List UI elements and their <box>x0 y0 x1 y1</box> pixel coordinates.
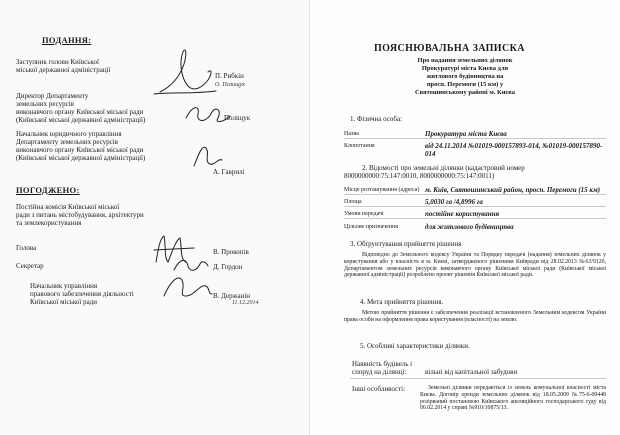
section-1-heading: 1. Фізична особа: <box>350 115 403 123</box>
handwritten-note: О. Полищук <box>215 82 246 88</box>
section-header-pogodzheno: ПОГОДЖЕНО: <box>16 185 80 195</box>
purpose-value: для житлового будівництва <box>425 223 514 231</box>
divider <box>344 138 606 139</box>
legal-line: Начальник управління <box>30 282 98 290</box>
subtitle-line: житлового будівництва на <box>426 73 504 80</box>
section-5-heading: 5. Особливі характеристики ділянки. <box>360 342 470 350</box>
subtitle-line: Про надання земельних ділянок <box>417 57 513 64</box>
secretary-label: Секретар <box>16 262 44 270</box>
section-3-paragraph: Відповідно до Земельного кодексу України та Порядку передачі (надання) земельних ділянок у користування або у власність в м. Києві, затвердженого рішенням Київради від 28.02.2013 №63/9120, Департаментом земельних ресурсів виконавчого органу Київської міської ради (Київської міської державної адміністрації) розроблено проект рішення Київської міської ради. <box>344 252 606 279</box>
use-value: постійне користування <box>425 210 500 218</box>
legal-name: В. Держанін <box>213 292 251 300</box>
purpose-label: Цільове призначення <box>344 224 398 230</box>
signature-gavrylin <box>188 140 228 170</box>
signer-3-role-line: виконавчого органу Київської міської ради <box>16 146 144 154</box>
cadastre-label: Клопотання <box>344 143 375 149</box>
legal-date: 11.12.2014 <box>232 300 259 306</box>
signer-3-role-line: (Київської міської державної адміністрації) <box>16 154 146 162</box>
other-label: Інші особливості: <box>352 385 406 393</box>
signer-2-role-line: (Київської міської державної адміністрації) <box>16 116 146 124</box>
commission-line: Постійна комісія Київської міської <box>16 203 120 211</box>
signer-3-role-line: Начальник юридичного управління <box>16 130 122 138</box>
area-value: 5,0030 га /4,8996 га <box>425 198 483 206</box>
head-name: В. Прокопів <box>213 248 249 256</box>
commission-line: та землекористування <box>16 219 82 227</box>
section-4-paragraph: Метою прийняття рішення є забезпечення реалізації встановленого Земельним кодексом України права особи на оформлення права користування (власності) на землю. <box>344 310 606 323</box>
section-2-line: 2. Відомості про земельні ділянки (кадастровий номер <box>362 164 525 172</box>
divider <box>344 218 606 219</box>
divider <box>344 194 606 195</box>
signer-1-role-line: Заступник голови Київської <box>16 58 99 66</box>
head-label: Голова <box>16 244 37 252</box>
buildings-label-line: Наявність будівель і <box>352 360 413 368</box>
other-value: Земельні ділянки передаються із земель комунальної власності міста Києва. Договір оренди земельних ділянок від 18.05.2009 №75-6-00448 розірваний постановою Київського апеляційного господарського суду від 06.02.2014 у справі №910/10875/13. <box>420 385 606 412</box>
document-title: ПОЯСНЮВАЛЬНА ЗАПИСКА <box>374 43 525 54</box>
signer-3-role-line: Департаменту земельних ресурсів <box>16 138 118 146</box>
right-page <box>310 0 620 435</box>
subtitle-line: просп. Перемоги (15 км) у <box>426 81 504 88</box>
signer-2-role-line: земельних ресурсів <box>16 100 74 108</box>
signer-1-role-line: міської державної адміністрації <box>16 66 111 74</box>
address-label: Місце розташування (адреса) <box>344 187 420 193</box>
section-4-heading: 4. Мета прийняття рішення. <box>360 298 444 306</box>
signature-derzhanin <box>160 272 216 302</box>
subtitle-line: Прокуратурі міста Києва для <box>421 65 509 72</box>
divider <box>350 378 606 379</box>
section-header-podannia: ПОДАННЯ: <box>42 35 92 45</box>
name-label: Назва <box>344 131 359 137</box>
area-label: Площа <box>344 199 362 205</box>
signature-ribkin <box>150 42 220 98</box>
buildings-label-line: споруд на ділянці: <box>352 368 407 376</box>
commission-line: ради з питань містобудування, архітектури <box>16 211 144 219</box>
use-label: Умови передачі <box>344 211 384 217</box>
legal-line: Київської міської ради <box>30 298 97 306</box>
section-3-heading: 3. Обґрунтування прийняття рішення <box>350 240 462 248</box>
cadastre-value-line: 014 <box>425 150 436 158</box>
signer-2-name: Поліщук <box>224 114 251 122</box>
legal-line: правового забезпечення діяльності <box>30 290 134 298</box>
signer-2-role-line: виконавчого органу Київської міської ради <box>16 108 144 116</box>
signer-2-role-line: Директор Департаменту <box>16 92 89 100</box>
secretary-name: Д. Гордон <box>213 263 243 271</box>
address-value: м. Київ, Святошинський район, просп. Перемоги (15 км) <box>425 186 601 194</box>
signer-3-name: А. Гаврилі <box>213 168 245 176</box>
signer-1-name: П. Рибкін <box>215 72 244 80</box>
subtitle-line: Святошинському районі м. Києва <box>414 89 516 96</box>
buildings-value: вільні від капітальної забудови <box>425 368 518 376</box>
name-value: Прокуратура міста Києва <box>425 130 507 138</box>
cadastre-value-line: від 24.11.2014 №01019-000157893-014, №01019-000157890- <box>425 142 603 150</box>
section-2-line: 8000000000:75:147:0010, 8000000000:75:147:0011) <box>344 172 495 180</box>
divider <box>344 206 606 207</box>
